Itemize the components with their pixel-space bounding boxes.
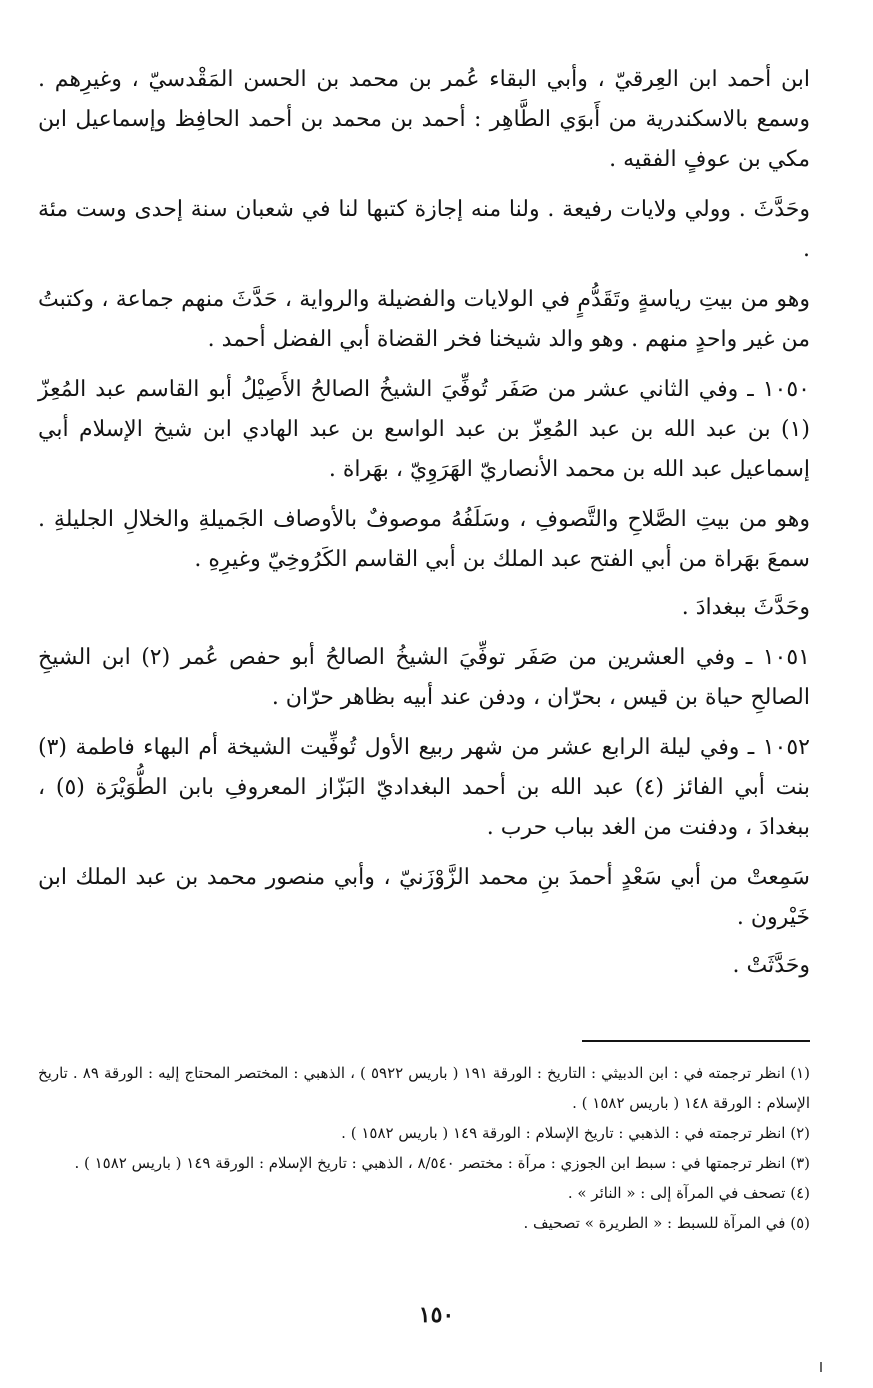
footnotes (38, 1058, 810, 1238)
footnote-5: (٥) في المرآة للسبط : « الطريرة » تصحيف . (523, 1214, 810, 1232)
paragraph: وحَدَّثَ . وولي ولايات رفيعة . ولنا منه إجازة كتبها لنا في شعبان سنة إحدى وست مئة . (38, 197, 810, 262)
paragraph: وهو من بيتِ رياسةٍ وتَقَدُّمٍ في الولايات والفضيلة والرواية ، حَدَّثَ منهم جماعة ، وكتبتُ من غير واحدٍ منهم . وهو والد شيخنا فخر القضاة أبي الفضل أحمد . (38, 287, 810, 352)
paragraph: ابن أحمد ابن العِرقيّ ، وأبي البقاء عُمر بن محمد بن الحسن المَقْدسيّ ، وغيرِهم . وسمع بالاسكندرية من أَبوَي الطَّاهِر : أحمد بن محمد بن أحمد الحافِظ وإسماعيل ابن مكي بن عوفٍ الفقيه . (38, 67, 810, 172)
paragraph: سَمِعتْ من أبي سَعْدٍ أحمدَ بنِ محمد الزَّوْزَنيّ ، وأبي منصور محمد بن عبد الملك ابن خَيْرون . (38, 865, 810, 930)
paragraph: وحَدَّثَ ببغدادَ . (681, 595, 810, 620)
main-text (38, 60, 810, 996)
footnote-divider (582, 1040, 810, 1042)
footnote-4: (٤) تصحف في المرآة إلى : « النائر » . (567, 1184, 810, 1202)
entry-1052: ١٠٥٢ ـ وفي ليلة الرابع عشر من شهر ربيع الأول تُوفِّيت الشيخة أم البهاء فاطمة (٣) بنت أبي الفائز (٤) عبد الله بن أحمد البغداديّ البَزّاز المعروفِ بابن الطُّوَيْرَة (٥) ، ببغدادَ ، ودفنت من الغد بباب حرب . (38, 735, 810, 840)
page-number: ١٥٠ (418, 1302, 455, 1328)
footnote-2: (٢) انظر ترجمته في : الذهبي : تاريخ الإسلام : الورقة ١٤٩ ( باريس ١٥٨٢ ) . (341, 1124, 810, 1142)
footnote-3: (٣) انظر ترجمتها في : سبط ابن الجوزي : مرآة : مختصر ٨/٥٤٠ ، الذهبي : تاريخ الإسلام : الورقة ١٤٩ ( باريس ١٥٨٢ ) . (74, 1154, 810, 1172)
entry-1051: ١٠٥١ ـ وفي العشرين من صَفَر توفِّيَ الشيخُ الصالحُ أبو حفص عُمر (٢) ابن الشيخِ الصالحِ حياة بن قيس ، بحرّان ، ودفن عند أبيه بظاهر حرّان . (38, 645, 810, 710)
footnote-1: (١) انظر ترجمته في : ابن الدبيثي : التاريخ : الورقة ١٩١ ( باريس ٥٩٢٢ ) ، الذهبي : المختصر المحتاج إليه : الورقة ٨٩ . تاريخ الإسلام : الورقة ١٤٨ ( باريس ١٥٨٢ ) . (38, 1064, 810, 1112)
entry-1050: ١٠٥٠ ـ وفي الثاني عشر من صَفَر تُوفِّيَ الشيخُ الصالحُ الأَصِيْلُ أبو القاسم عبد المُعِزّ (١) بن عبد الله بن عبد المُعِزّ بن عبد الواسع بن عبد الهادي ابن شيخ الإسلام أبي إسماعيل عبد الله بن محمد الأنصاريّ الهَرَوِيّ ، بهَراة . (38, 377, 810, 482)
paragraph: وهو من بيتِ الصَّلاحِ والتَّصوفِ ، وسَلَفُهُ موصوفٌ بالأوصاف الجَميلةِ والخلالِ الجليلةِ . سمعَ بهَراة من أبي الفتح عبد الملك بن أبي القاسم الكَرُوخِيّ وغيرِهِ . (38, 507, 810, 572)
paragraph: وحَدَّثَتْ . (732, 953, 810, 978)
scan-speck (820, 1362, 822, 1372)
